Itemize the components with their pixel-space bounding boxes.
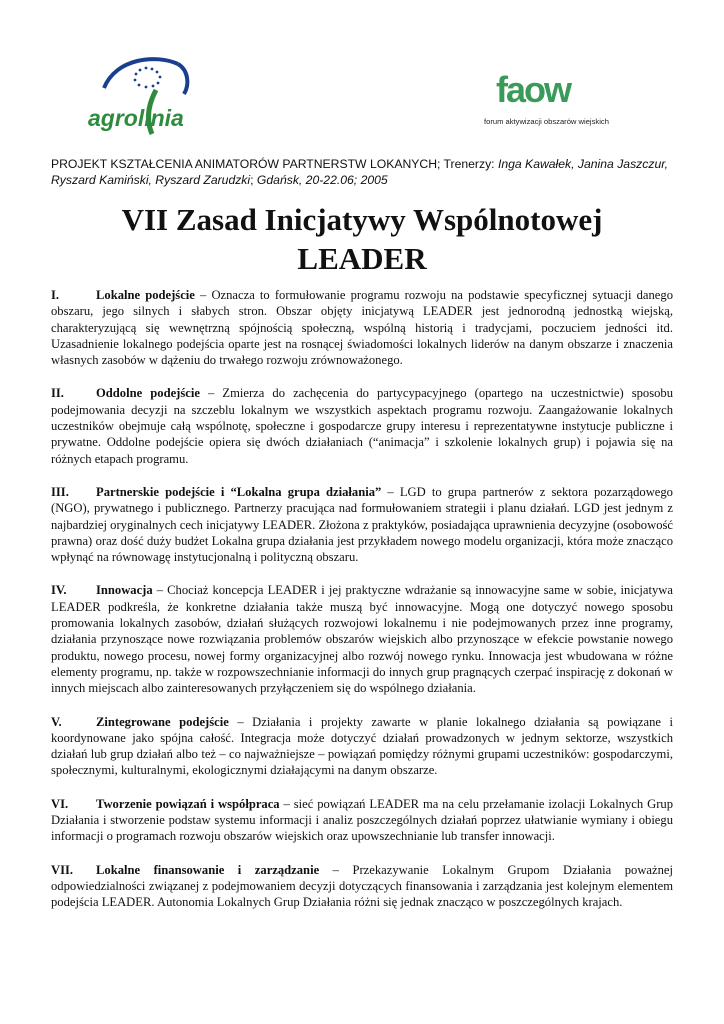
principle-4 xyxy=(51,582,673,696)
principle-number: II. xyxy=(51,386,64,401)
principle-3 xyxy=(51,484,673,565)
trainers: Inga Kawałek, Janina Jaszczur, Ryszard Kamiński, Ryszard Zarudzki xyxy=(51,157,668,187)
project-separator: ; xyxy=(250,173,257,187)
principle-2 xyxy=(51,385,673,466)
principle-heading: Partnerskie podejście i “Lokalna grupa działania” xyxy=(96,484,382,499)
principle-heading: Zintegrowane podejście xyxy=(96,714,229,729)
faow-logo xyxy=(478,62,618,128)
principle-heading: Tworzenie powiązań i współpraca xyxy=(96,796,280,811)
principle-number: VII. xyxy=(51,862,74,877)
title-line-1: VII Zasad Inicjatywy Wspólnotowej xyxy=(121,202,603,237)
principles-list xyxy=(51,287,673,928)
principle-body: – sieć powiązań LEADER ma na celu przełamanie izolacji Lokalnych Grup Działania i stworzenie podstaw systemu informacji i analiz poszczególnych działań poprzez ułatwianie wymiany i obiegu informacji o programach rozwoju obszarów wiejskich oraz upowszechnianie lub transfer innowacji. xyxy=(51,796,673,844)
principle-body: – Oznacza to formułowanie programu rozwoju na podstawie specyficznej sytuacji danego obszaru, jego silnych i słabych stron. Obszar objęty inicjatywą LEADER jest jednorodną jednostką wiejską, charakteryzującą się wewnętrzną spójnością społeczną, wspólną historią i tradycjami, poczuciem jedności itd. Uzasadnienie lokalnego podejścia oparte jest na rosnącej świadomości lokalnych liderów na danym obszarze i znaczenia własnych zasobów w dążeniu do trwałego rozwoju zrównoważonego. xyxy=(51,288,673,368)
project-lead: PROJEKT KSZTAŁCENIA ANIMATORÓW PARTNERSTW LOKANYCH; Trenerzy: xyxy=(51,157,498,171)
principle-6 xyxy=(51,796,673,845)
principle-heading: Innowacja xyxy=(96,583,153,598)
title-line-2: LEADER xyxy=(297,241,427,276)
principle-heading: Oddolne podejście xyxy=(96,386,200,401)
principle-7 xyxy=(51,862,673,911)
principle-number: V. xyxy=(51,714,62,729)
principle-heading: Lokalne finansowanie i zarządzanie xyxy=(96,862,320,877)
page-title xyxy=(40,200,684,278)
principle-number: III. xyxy=(51,484,69,499)
faow-logo-text: faow xyxy=(496,69,571,110)
principle-number: I. xyxy=(51,288,60,302)
agrolinia-logo xyxy=(86,50,206,140)
project-place-date: Gdańsk, 20-22.06; 2005 xyxy=(256,173,388,187)
principle-body: – Działania i projekty zawarte w planie lokalnego działania są powiązane i koordynowane jako spójna całość. Integracja może dotyczyć działań prowadzonych w jednym sektorze, wszystkich działań lub grup działań albo też – co najważniejsze – powiązań pomiędzy różnymi grupami uczestników: gospodarczymi, społecznymi, kulturalnymi, ekologicznymi działającymi na danym obszarze. xyxy=(51,714,674,778)
principle-heading: Lokalne podejście xyxy=(96,288,195,302)
principle-body: – Przekazywanie Lokalnym Grupom Działania poważnej odpowiedzialności związanej z podejmowaniem decyzji dotyczących finansowania i zarządzania jest kolejnym elementem podejścia LEADER. Autonomia Lokalnych Grup Działania różni się jednak znacząco w poszczególnych krajach. xyxy=(51,862,673,910)
project-header xyxy=(51,156,673,188)
principle-body: – Zmierza do zachęcenia do partycypacyjnego (opartego na uczestnictwie) sposobu podejmowania decyzji na szczeblu lokalnym we wszystkich aspektach programu rozwoju. Zaangażowanie lokalnych uczestników obejmuje całą wspólnotę, społeczne i gospodarcze grupy interesu i reprezentatywne instytucje publiczne i prywatne. Oddolne podejście opiera się dwóch działaniach (“animacja” i szkolenie lokalnych grup) i pojawia się na różnych etapach programu. xyxy=(51,386,673,466)
principle-1 xyxy=(51,287,673,368)
principle-number: VI. xyxy=(51,796,69,811)
principle-body: – LGD to grupa partnerów z sektora pozarządowego (NGO), prywatnego i publicznego. Partnerzy pracująca nad formułowaniem strategii i planu działań. LGD jest jednym z najbardziej oryginalnych cech inicjatywy LEADER. Złożona z praktyków, posiadająca uprawnienia decyzyjne (osobowość prawna) oraz dość duży budżet Lokalna grupa działania jest przykładem nowego modelu organizacji, która może znacząco wpłynąć na równowagę instytucjonalną i polityczną obszaru. xyxy=(51,484,673,565)
principle-number: IV. xyxy=(51,583,67,598)
principle-body: – Chociaż koncepcja LEADER i jej praktyczne wdrażanie są innowacyjne same w sobie, inicjatywa LEADER podkreśla, że konkretne działania także muszą być innowacyjne. Mogą one dotyczyć nowego sposobu promowania lokalnych zasobów, działań służących rozwojowi lokalnemu i nie podejmowanych przez inne programy, działania przynoszące nowe rozwiązania problemów obszarów wiejskich albo przynoszące w efekcie powstanie nowego produktu, nowego procesu, nowej formy organizacyjnej albo rozwój nowego rynku. Innowacja jest wbudowana w różne elementy programu, np. także w rozpowszechnianie informacji do innych grup pragnących czerpać inspirację z dokonań w innych miejscach albo zainteresowanych przyłączeniem się do wspólnego działania. xyxy=(51,583,673,696)
agrolinia-logo-text: agrolinia xyxy=(88,105,184,131)
principle-5 xyxy=(51,714,673,779)
header-logos xyxy=(0,0,724,150)
faow-logo-caption: forum aktywizacji obszarów wiejskich xyxy=(484,117,609,126)
